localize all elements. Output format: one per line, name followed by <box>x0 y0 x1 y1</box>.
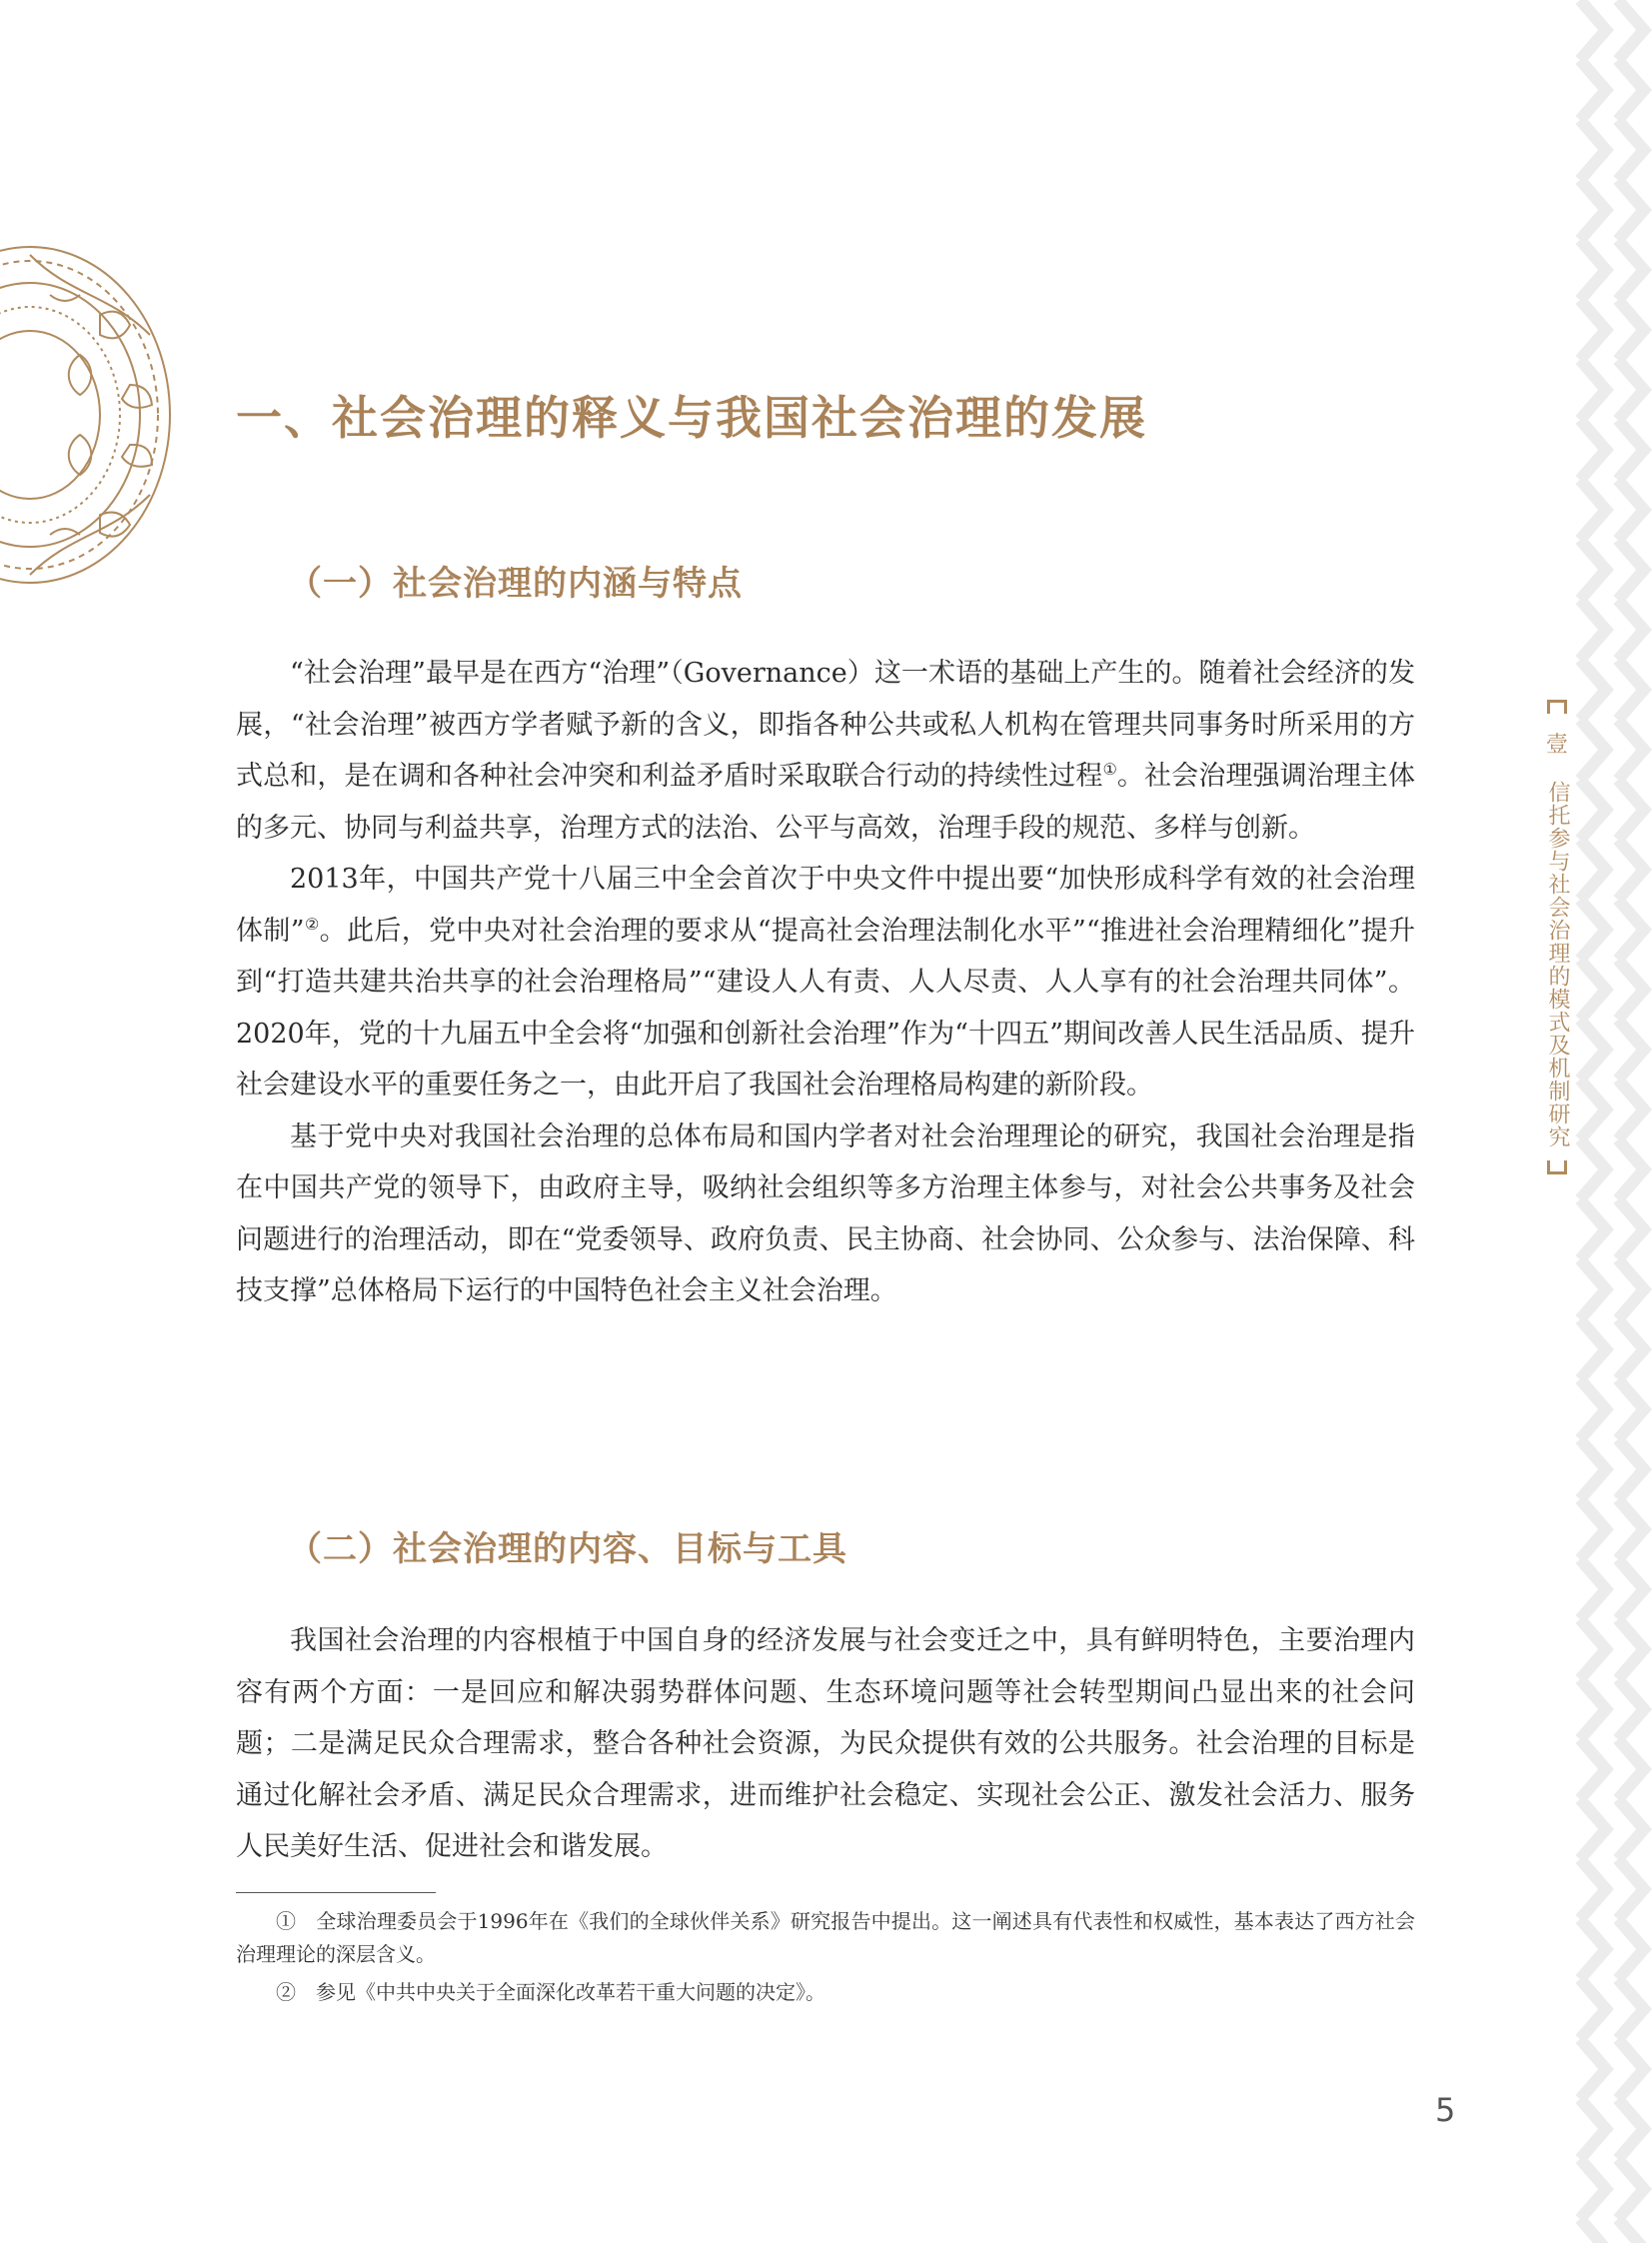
footnote-divider <box>236 1892 436 1893</box>
subsection-1-body <box>236 648 1415 1317</box>
bracket-top-icon <box>1547 700 1567 714</box>
footnote-1: ① 全球治理委员会于1996年在《我们的全球伙伴关系》研究报告中提出。这一阐述具有代表性和权威性，基本表达了西方社会治理理论的深层含义。 <box>236 1909 1415 1966</box>
chapter-number: 壹 <box>1545 733 1568 758</box>
book-title-vertical: 信托参与社会治理的模式及机制研究 <box>1545 781 1570 1148</box>
paragraph: 基于党中央对我国社会治理的总体布局和国内学者对社会治理理论的研究，我国社会治理是指在中国共产党的领导下，由政府主导，吸纳社会组织等多方治理主体参与，对社会公共事务及社会问题进行的治理活动，即在“党委领导、政府负责、民主协商、社会协同、公众参与、法治保障、科技支撑”总体格局下运行的中国特色社会主义社会治理。 <box>236 1121 1415 1306</box>
chapter-side-tab <box>1535 700 1579 1174</box>
subsection-2-body <box>236 1615 1415 1873</box>
paragraph: “社会治理”最早是在西方“治理”（Governance）这一术语的基础上产生的。随着社会经济的发展，“社会治理”被西方学者赋予新的含义，即指各种公共或私人机构在管理共同事务时所采用的方式总和，是在调和各种社会冲突和利益矛盾时采取联合行动的持续性过程①。社会治理强调治理主体的多元、协同与利益共享，治理方式的法治、公平与高效，治理手段的规范、多样与创新。 <box>236 658 1416 844</box>
section-title: 一、社会治理的释义与我国社会治理的发展 <box>236 391 1147 445</box>
subsection-title-2: （二）社会治理的内容、目标与工具 <box>288 1529 847 1569</box>
decorative-medallion-icon <box>0 235 180 595</box>
bracket-bottom-icon <box>1547 1160 1567 1174</box>
paragraph: 我国社会治理的内容根植于中国自身的经济发展与社会变迁之中，具有鲜明特色，主要治理内容有两个方面：一是回应和解决弱势群体问题、生态环境问题等社会转型期间凸显出来的社会问题；二是满足民众合理需求，整合各种社会资源，为民众提供有效的公共服务。社会治理的目标是通过化解社会矛盾、满足民众合理需求，进而维护社会稳定、实现社会公正、激发社会活力、服务人民美好生活、促进社会和谐发展。 <box>236 1625 1415 1862</box>
footnotes <box>236 1905 1415 2014</box>
subsection-title-1: （一）社会治理的内涵与特点 <box>288 564 743 604</box>
footnote-ref-2: ② <box>304 914 320 934</box>
footnote-2: ② 参见《中共中央关于全面深化改革若干重大问题的决定》。 <box>276 1980 826 2004</box>
footnote-ref-1: ① <box>1102 760 1117 779</box>
page-number: 5 <box>1435 2091 1456 2129</box>
zigzag-border-decoration <box>1572 0 1652 2243</box>
paragraph: 2013年，中国共产党十八届三中全会首次于中央文件中提出要“加快形成科学有效的社会治理体制”②。此后，党中央对社会治理的要求从“提高社会治理法制化水平”“推进社会治理精细化”提升到“打造共建共治共享的社会治理格局”“建设人人有责、人人尽责、人人享有的社会治理共同体”。2020年，党的十九届五中全会将“加强和创新社会治理”作为“十四五”期间改善人民生活品质、提升社会建设水平的重要任务之一，由此开启了我国社会治理格局构建的新阶段。 <box>236 864 1415 1101</box>
